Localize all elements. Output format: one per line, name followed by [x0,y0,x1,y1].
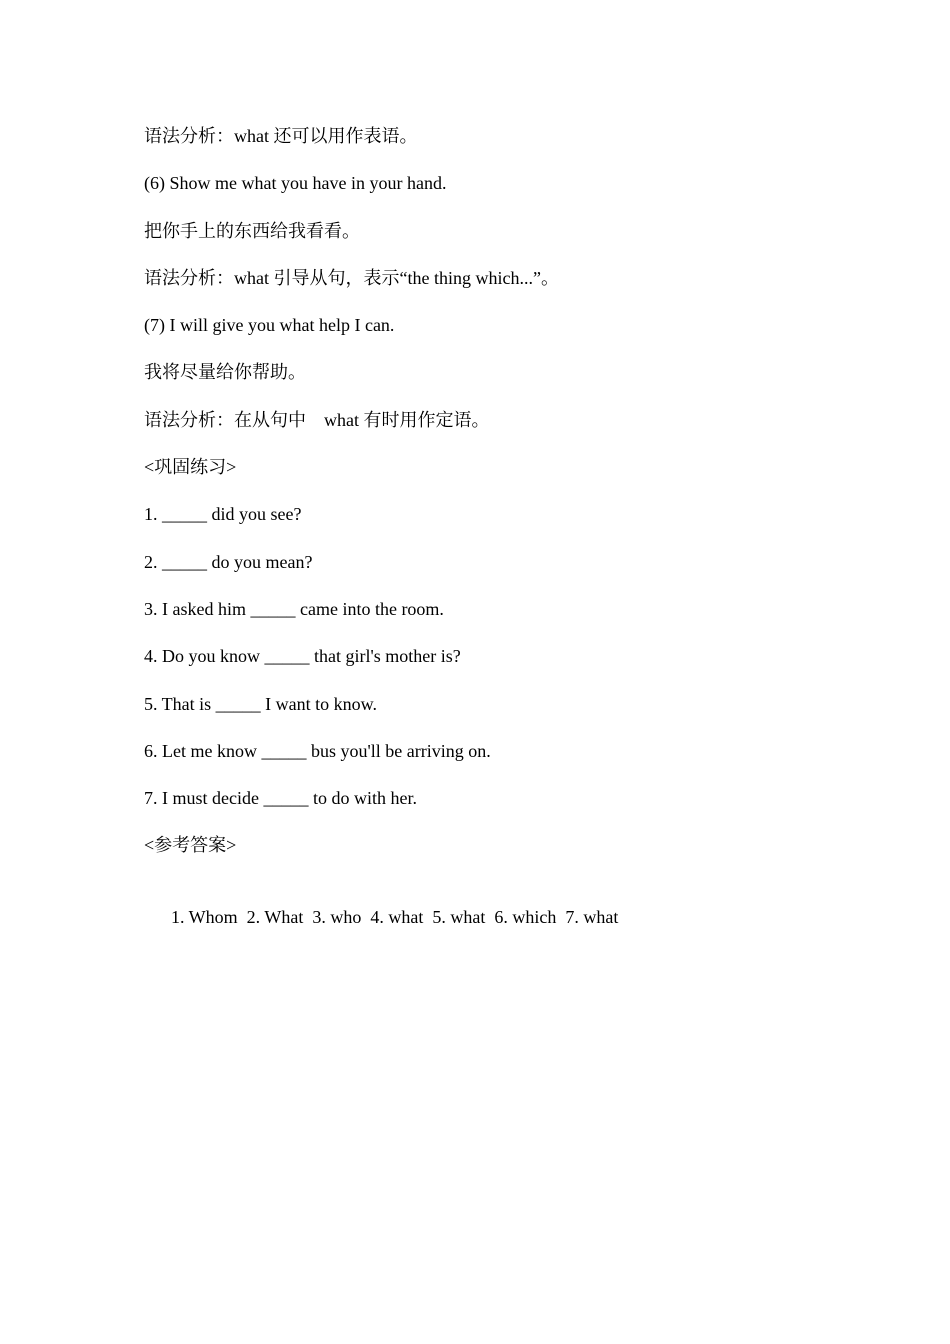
example-translation-7: 我将尽量给你帮助。 [144,362,306,383]
example-sentence-7: (7) I will give you what help I can. [144,315,395,336]
answer-7: 7. what [565,906,619,927]
answer-6: 6. which [494,906,557,927]
answer-3: 3. who [312,906,362,927]
answer-1: 1. Whom [171,906,238,927]
answer-2: 2. What [246,906,304,927]
grammar-note-what-attributive: 语法分析：在从句中 what 有时用作定语。 [144,409,490,430]
grammar-note-what-predicative: 语法分析：what 还可以用作表语。 [144,126,418,146]
example-sentence-6: (6) Show me what you have in your hand. [144,173,447,194]
document-body [144,124,844,928]
exercise-item-3: 3. I asked him _____ came into the room. [144,598,444,619]
exercise-item-7: 7. I must decide _____ to do with her. [144,788,417,809]
answer-5: 5. what [432,906,486,927]
exercise-item-4: 4. Do you know _____ that girl's mother is? [144,646,461,667]
grammar-note-what-clause: 语法分析：what 引导从句，表示“the thing which...”。 [144,267,559,288]
exercise-item-1: 1. _____ did you see? [144,504,302,525]
exercise-section-heading: <巩固练习> [144,457,237,478]
exercise-item-6: 6. Let me know _____ bus you'll be arriving on. [144,740,491,761]
example-translation-6: 把你手上的东西给我看看。 [144,220,360,241]
answer-4: 4. what [370,906,424,927]
answer-section-heading: <参考答案> [144,835,237,856]
exercise-item-5: 5. That is _____ I want to know. [144,693,377,714]
answer-key-line [144,881,844,927]
exercise-item-2: 2. _____ do you mean? [144,551,313,572]
